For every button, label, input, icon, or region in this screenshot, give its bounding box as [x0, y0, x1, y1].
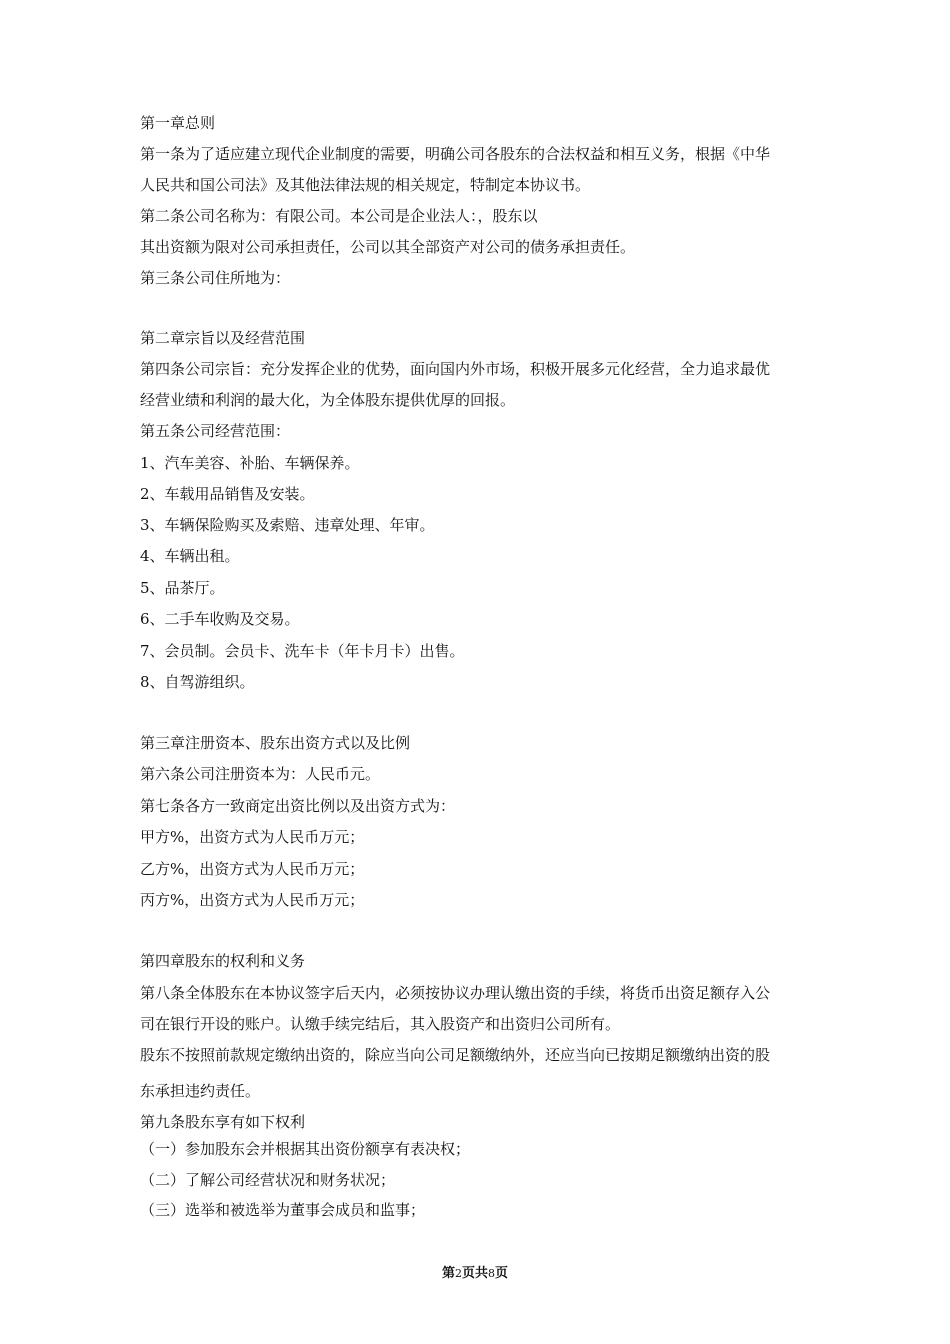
paragraph-line: 人民共和国公司法》及其他法律法规的相关规定，特制定本协议书。 [140, 176, 591, 194]
paragraph-line: 第五条公司经营范围： [140, 422, 291, 440]
paragraph-line: 第九条股东享有如下权利 [140, 1113, 306, 1131]
list-item: （一）参加股东会并根据其出资份额享有表决权； [140, 1140, 471, 1158]
paragraph-line: 东承担违约责任。 [140, 1082, 261, 1100]
list-item: 6、二手车收购及交易。 [140, 610, 300, 628]
list-item: 1、汽车美容、补胎、车辆保养。 [140, 454, 360, 472]
paragraph-line: 司在银行开设的账户。认缴手续完结后，其入股资产和出资归公司所有。 [140, 1015, 621, 1033]
paragraph-line: 股东不按照前款规定缴纳出资的，除应当向公司足额缴纳外，还应当向已按期足额缴纳出资的股 [140, 1046, 771, 1064]
paragraph-line: 第一条为了适应建立现代企业制度的需要，明确公司各股东的合法权益和相互义务，根据《中华 [140, 145, 771, 163]
footer-page-number: 2 [454, 1267, 462, 1280]
list-item: （三）选举和被选举为董事会成员和监事； [140, 1201, 426, 1219]
list-item: 4、车辆出租。 [140, 547, 240, 565]
list-item: 丙方%，出资方式为人民币万元； [140, 891, 365, 909]
chapter-heading: 第二章宗旨以及经营范围 [140, 329, 306, 347]
paragraph-line: 第八条全体股东在本协议签字后天内，必须按协议办理认缴出资的手续，将货币出资足额存入公 [140, 984, 771, 1002]
list-item: 甲方%，出资方式为人民币万元； [140, 828, 365, 846]
paragraph-line: 第六条公司注册资本为：人民币元。 [140, 765, 381, 783]
list-item: 7、会员制。会员卡、洗车卡（年卡月卡）出售。 [140, 642, 465, 660]
chapter-heading: 第三章注册资本、股东出资方式以及比例 [140, 734, 411, 752]
paragraph-line: 经营业绩和利润的最大化，为全体股东提供优厚的回报。 [140, 391, 516, 409]
list-item: 8、自驾游组织。 [140, 673, 255, 691]
footer-suffix: 页 [495, 1266, 509, 1281]
paragraph-line: 第四条公司宗旨：充分发挥企业的优势，面向国内外市场，积极开展多元化经营，全力追求最优 [140, 360, 771, 378]
paragraph-line: 其出资额为限对公司承担责任，公司以其全部资产对公司的债务承担责任。 [140, 238, 636, 256]
paragraph-line: 第七条各方一致商定出资比例以及出资方式为： [140, 797, 456, 815]
chapter-heading: 第一章总则 [140, 114, 216, 132]
chapter-heading: 第四章股东的权利和义务 [140, 952, 306, 970]
list-item: 3、车辆保险购买及索赔、违章处理、年审。 [140, 516, 435, 534]
paragraph-line: 第三条公司住所地为： [140, 269, 291, 287]
list-item: 2、车载用品销售及安装。 [140, 485, 315, 503]
paragraph-line: 第二条公司名称为：有限公司。本公司是企业法人：，股东以 [140, 207, 538, 225]
list-item: 5、品茶厅。 [140, 579, 225, 597]
list-item: （二）了解公司经营状况和财务状况； [140, 1171, 396, 1189]
list-item: 乙方%，出资方式为人民币万元； [140, 860, 365, 878]
footer-total-pages: 8 [488, 1267, 495, 1280]
page-footer [0, 1262, 950, 1281]
footer-prefix: 第 [441, 1266, 455, 1281]
footer-middle: 页共 [461, 1266, 488, 1281]
